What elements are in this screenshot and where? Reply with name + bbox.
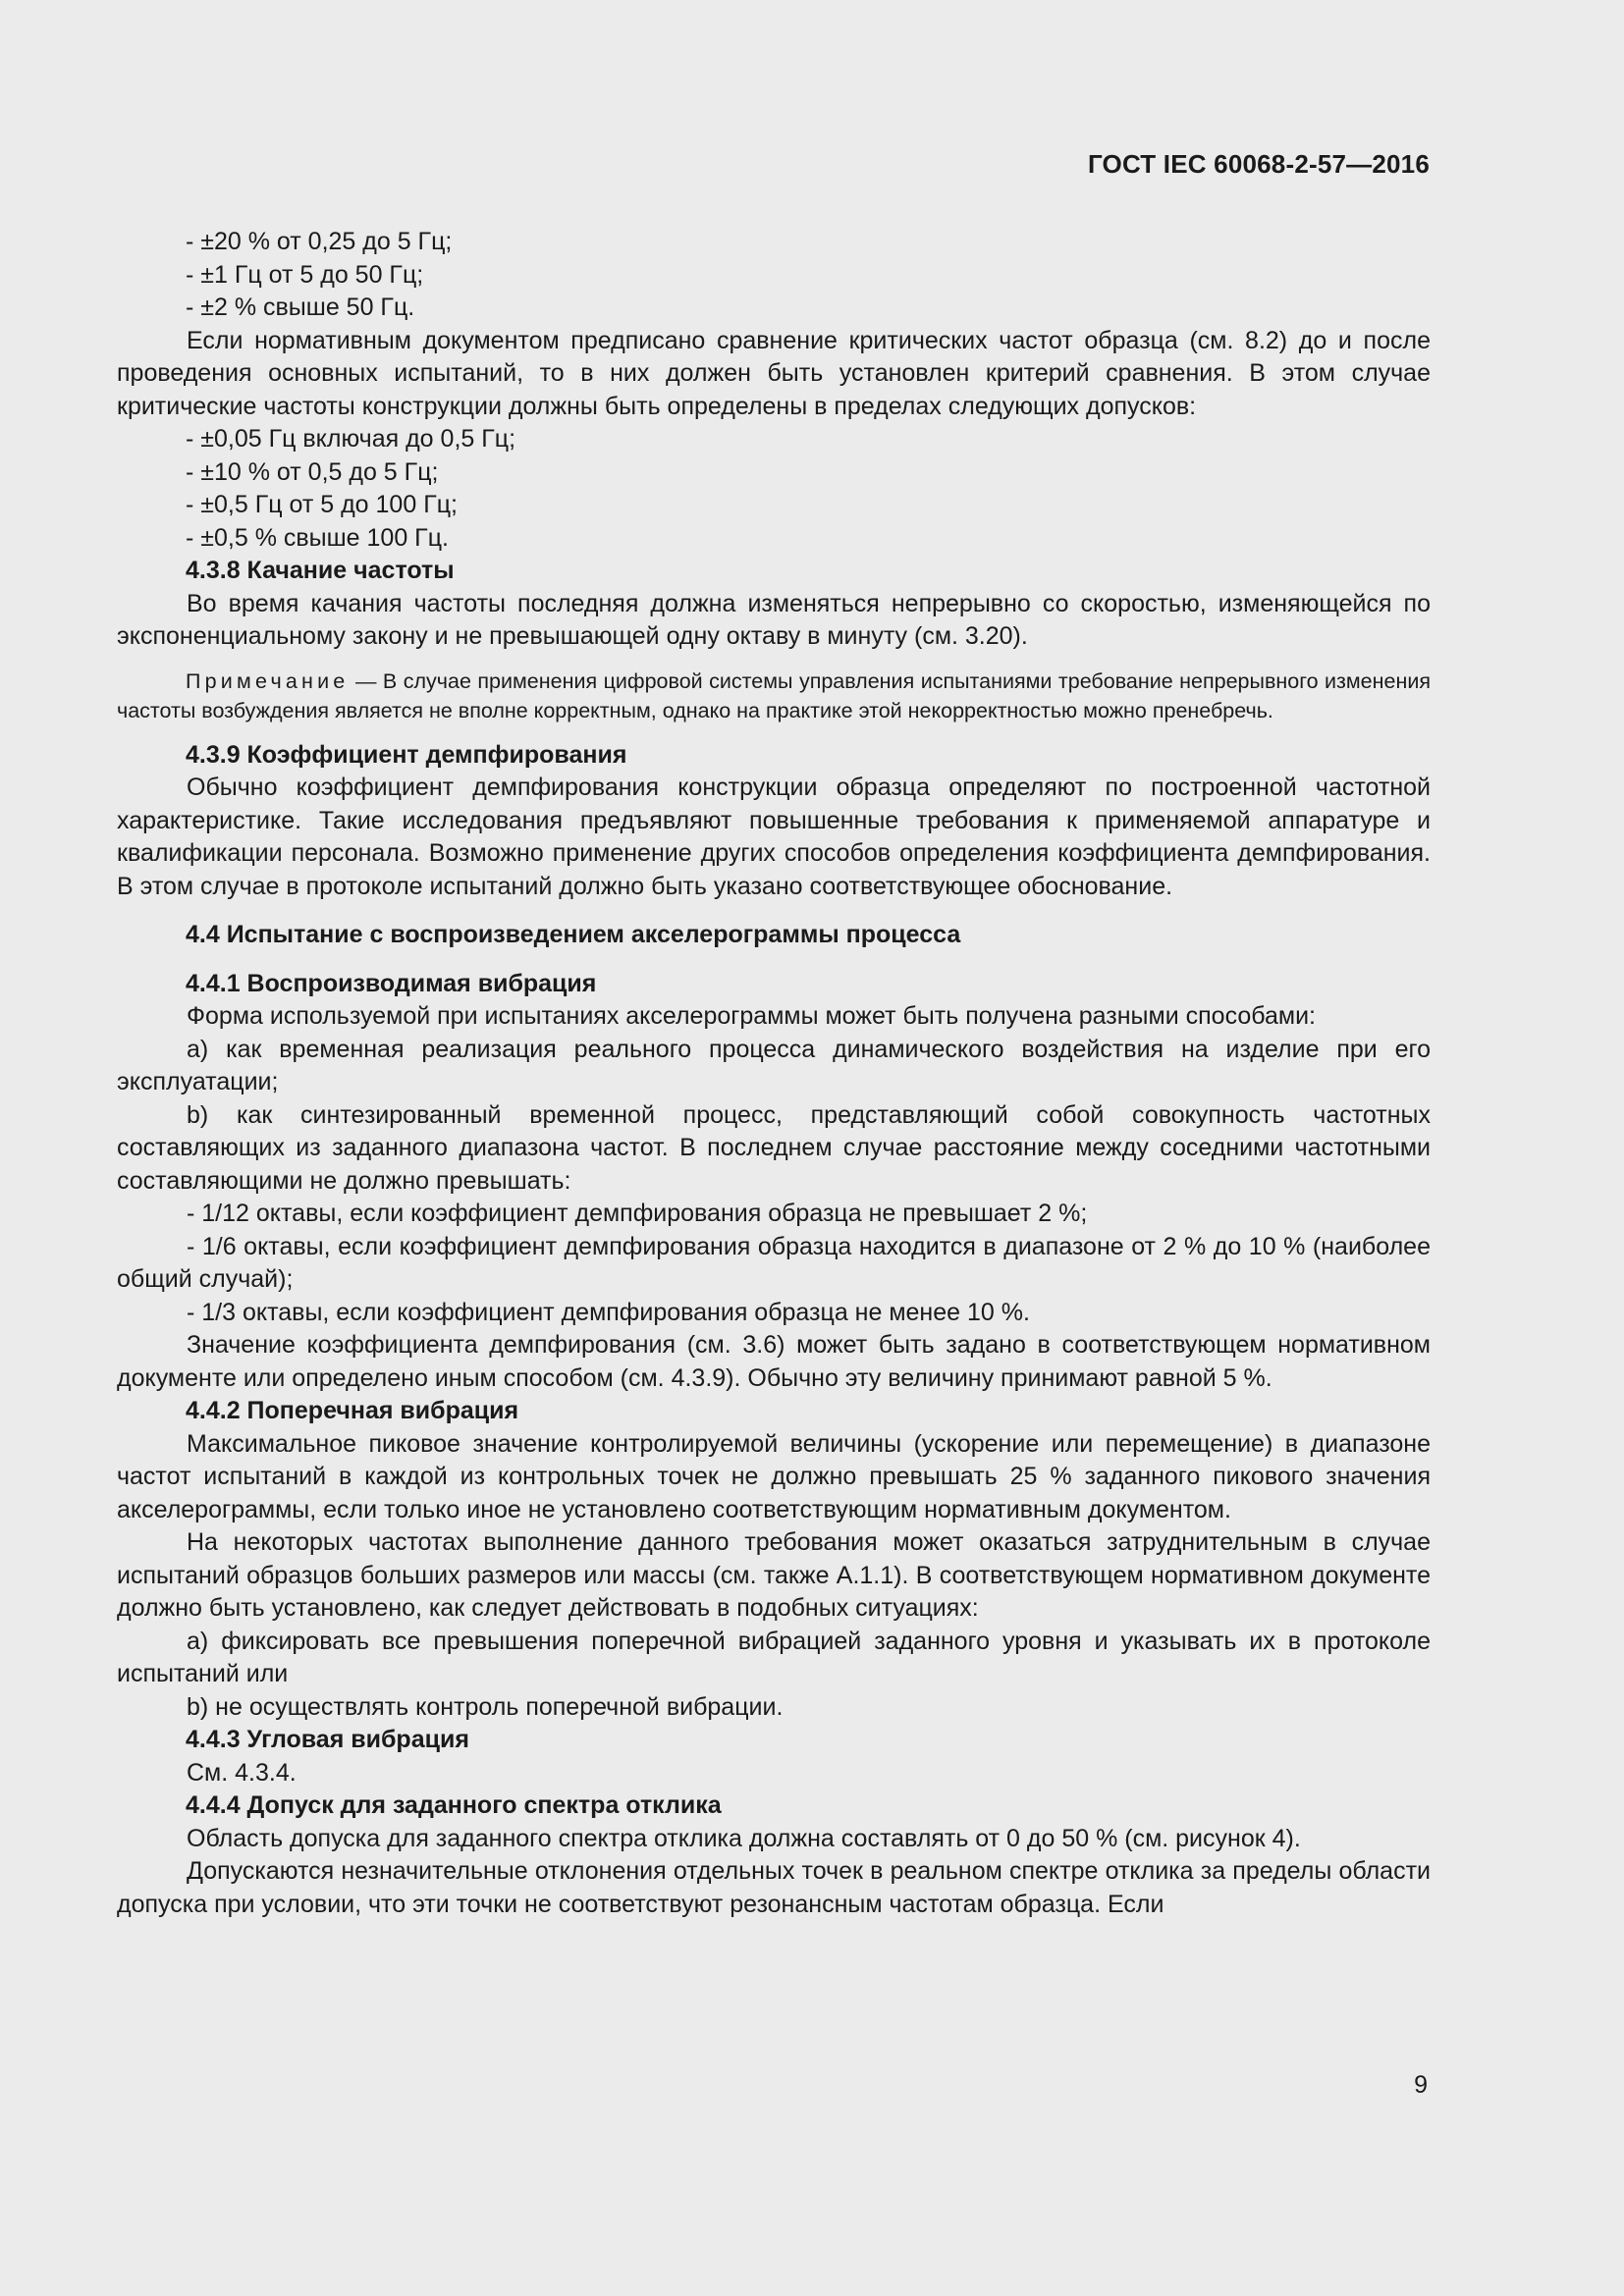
list-item: - 1/6 октавы, если коэффициент демпфирования образца находится в диапазоне от 2 % до 10 % (наиболее общий случай); bbox=[117, 1232, 1431, 1293]
document-body bbox=[117, 226, 1431, 1921]
note bbox=[117, 667, 1431, 725]
list-item: - ±20 % от 0,25 до 5 Гц; bbox=[186, 228, 453, 255]
list-item: b) как синтезированный временной процесс, представляющий собой совокупность частотных составляющих из заданного диапазона частот. В последнем случае расстояние между соседними частотными составляющими не должно превышать: bbox=[117, 1100, 1431, 1195]
paragraph: На некоторых частотах выполнение данного требования может оказаться затруднительным в случае испытаний образцов больших размеров или массы (см. также А.1.1). В соответствующем нормативном документе должно быть установлено, как следует действовать в подобных ситуациях: bbox=[117, 1528, 1431, 1622]
paragraph: Значение коэффициента демпфирования (см. 3.6) может быть задано в соответствующем нормативном документе или определено иным способом (см. 4.3.9). Обычно эту величину принимают равной 5 %. bbox=[117, 1331, 1431, 1392]
list-item: - 1/3 октавы, если коэффициент демпфирования образца не менее 10 %. bbox=[187, 1298, 1030, 1326]
section-heading-4-4: 4.4 Испытание с воспроизведением акселерограммы процесса bbox=[186, 921, 961, 948]
paragraph: Допускаются незначительные отклонения отдельных точек в реальном спектре отклика за пределы области допуска при условии, что эти точки не соответствуют резонансным частотам образца. Если bbox=[117, 1857, 1431, 1918]
section-heading-4-4-2: 4.4.2 Поперечная вибрация bbox=[186, 1397, 519, 1424]
list-item: - ±1 Гц от 5 до 50 Гц; bbox=[186, 260, 424, 289]
list-item: - ±2 % свыше 50 Гц. bbox=[186, 294, 415, 321]
section-heading-4-3-9: 4.3.9 Коэффициент демпфирования bbox=[186, 740, 627, 769]
paragraph: Область допуска для заданного спектра отклика должна составлять от 0 до 50 % (см. рисунок 4). bbox=[187, 1824, 1301, 1852]
page-number: 9 bbox=[1414, 2071, 1428, 2099]
paragraph: Обычно коэффициент демпфирования конструкции образца определяют по построенной частотной характеристике. Такие исследования предъявляют повышенные требования к применяемой аппаратуре и квалификации персонала. Возможно применение других способов определения коэффициента демпфирования. В этом случае в протоколе испытаний должно быть указано соответствующее обоснование. bbox=[117, 774, 1431, 900]
document-header-code: ГОСТ IEC 60068-2-57—2016 bbox=[1087, 149, 1430, 179]
paragraph: Во время качания частоты последняя должна изменяться непрерывно со скоростью, изменяющейся по экспоненциальному закону и не превышающей одну октаву в минуту (см. 3.20). bbox=[117, 589, 1431, 650]
list-item: - 1/12 октавы, если коэффициент демпфирования образца не превышает 2 %; bbox=[187, 1200, 1088, 1227]
section-heading-4-4-3: 4.4.3 Угловая вибрация bbox=[186, 1726, 469, 1753]
section-heading-4-3-8: 4.3.8 Качание частоты bbox=[186, 557, 455, 584]
list-item: - ±0,5 Гц от 5 до 100 Гц; bbox=[186, 491, 458, 518]
list-item: - ±10 % от 0,5 до 5 Гц; bbox=[186, 457, 439, 486]
list-item: а) фиксировать все превышения поперечной вибрацией заданного уровня и указывать их в протоколе испытаний или bbox=[117, 1627, 1431, 1687]
paragraph: Форма используемой при испытаниях акселерограммы может быть получена разными способами: bbox=[187, 1002, 1316, 1030]
paragraph: См. 4.3.4. bbox=[187, 1758, 297, 1787]
note-label: Примечание bbox=[186, 668, 350, 693]
list-item: b) не осуществлять контроль поперечной вибрации. bbox=[187, 1692, 784, 1721]
section-heading-4-4-1: 4.4.1 Воспроизводимая вибрация bbox=[186, 969, 597, 997]
note-text: — В случае применения цифровой системы управления испытаниями требование непрерывного изменения частоты возбуждения является не вполне корректным, однако на практике этой некорректностью можно пренебречь. bbox=[117, 668, 1431, 722]
paragraph: Если нормативным документом предписано сравнение критических частот образца (см. 8.2) до и после проведения основных испытаний, то в них должен быть установлен критерий сравнения. В этом случае критические частоты конструкции должны быть определены в пределах следующих допусков: bbox=[117, 326, 1431, 420]
list-item: а) как временная реализация реального процесса динамического воздействия на изделие при его эксплуатации; bbox=[117, 1035, 1431, 1095]
list-item: - ±0,05 Гц включая до 0,5 Гц; bbox=[186, 425, 516, 453]
section-heading-4-4-4: 4.4.4 Допуск для заданного спектра отклика bbox=[186, 1791, 722, 1819]
list-item: - ±0,5 % свыше 100 Гц. bbox=[186, 523, 449, 552]
paragraph: Максимальное пиковое значение контролируемой величины (ускорение или перемещение) в диапазоне частот испытаний в каждой из контрольных точек не должно превышать 25 % заданного пикового значения акселерограммы, если только иное не установлено соответствующим нормативным документом. bbox=[117, 1429, 1431, 1523]
